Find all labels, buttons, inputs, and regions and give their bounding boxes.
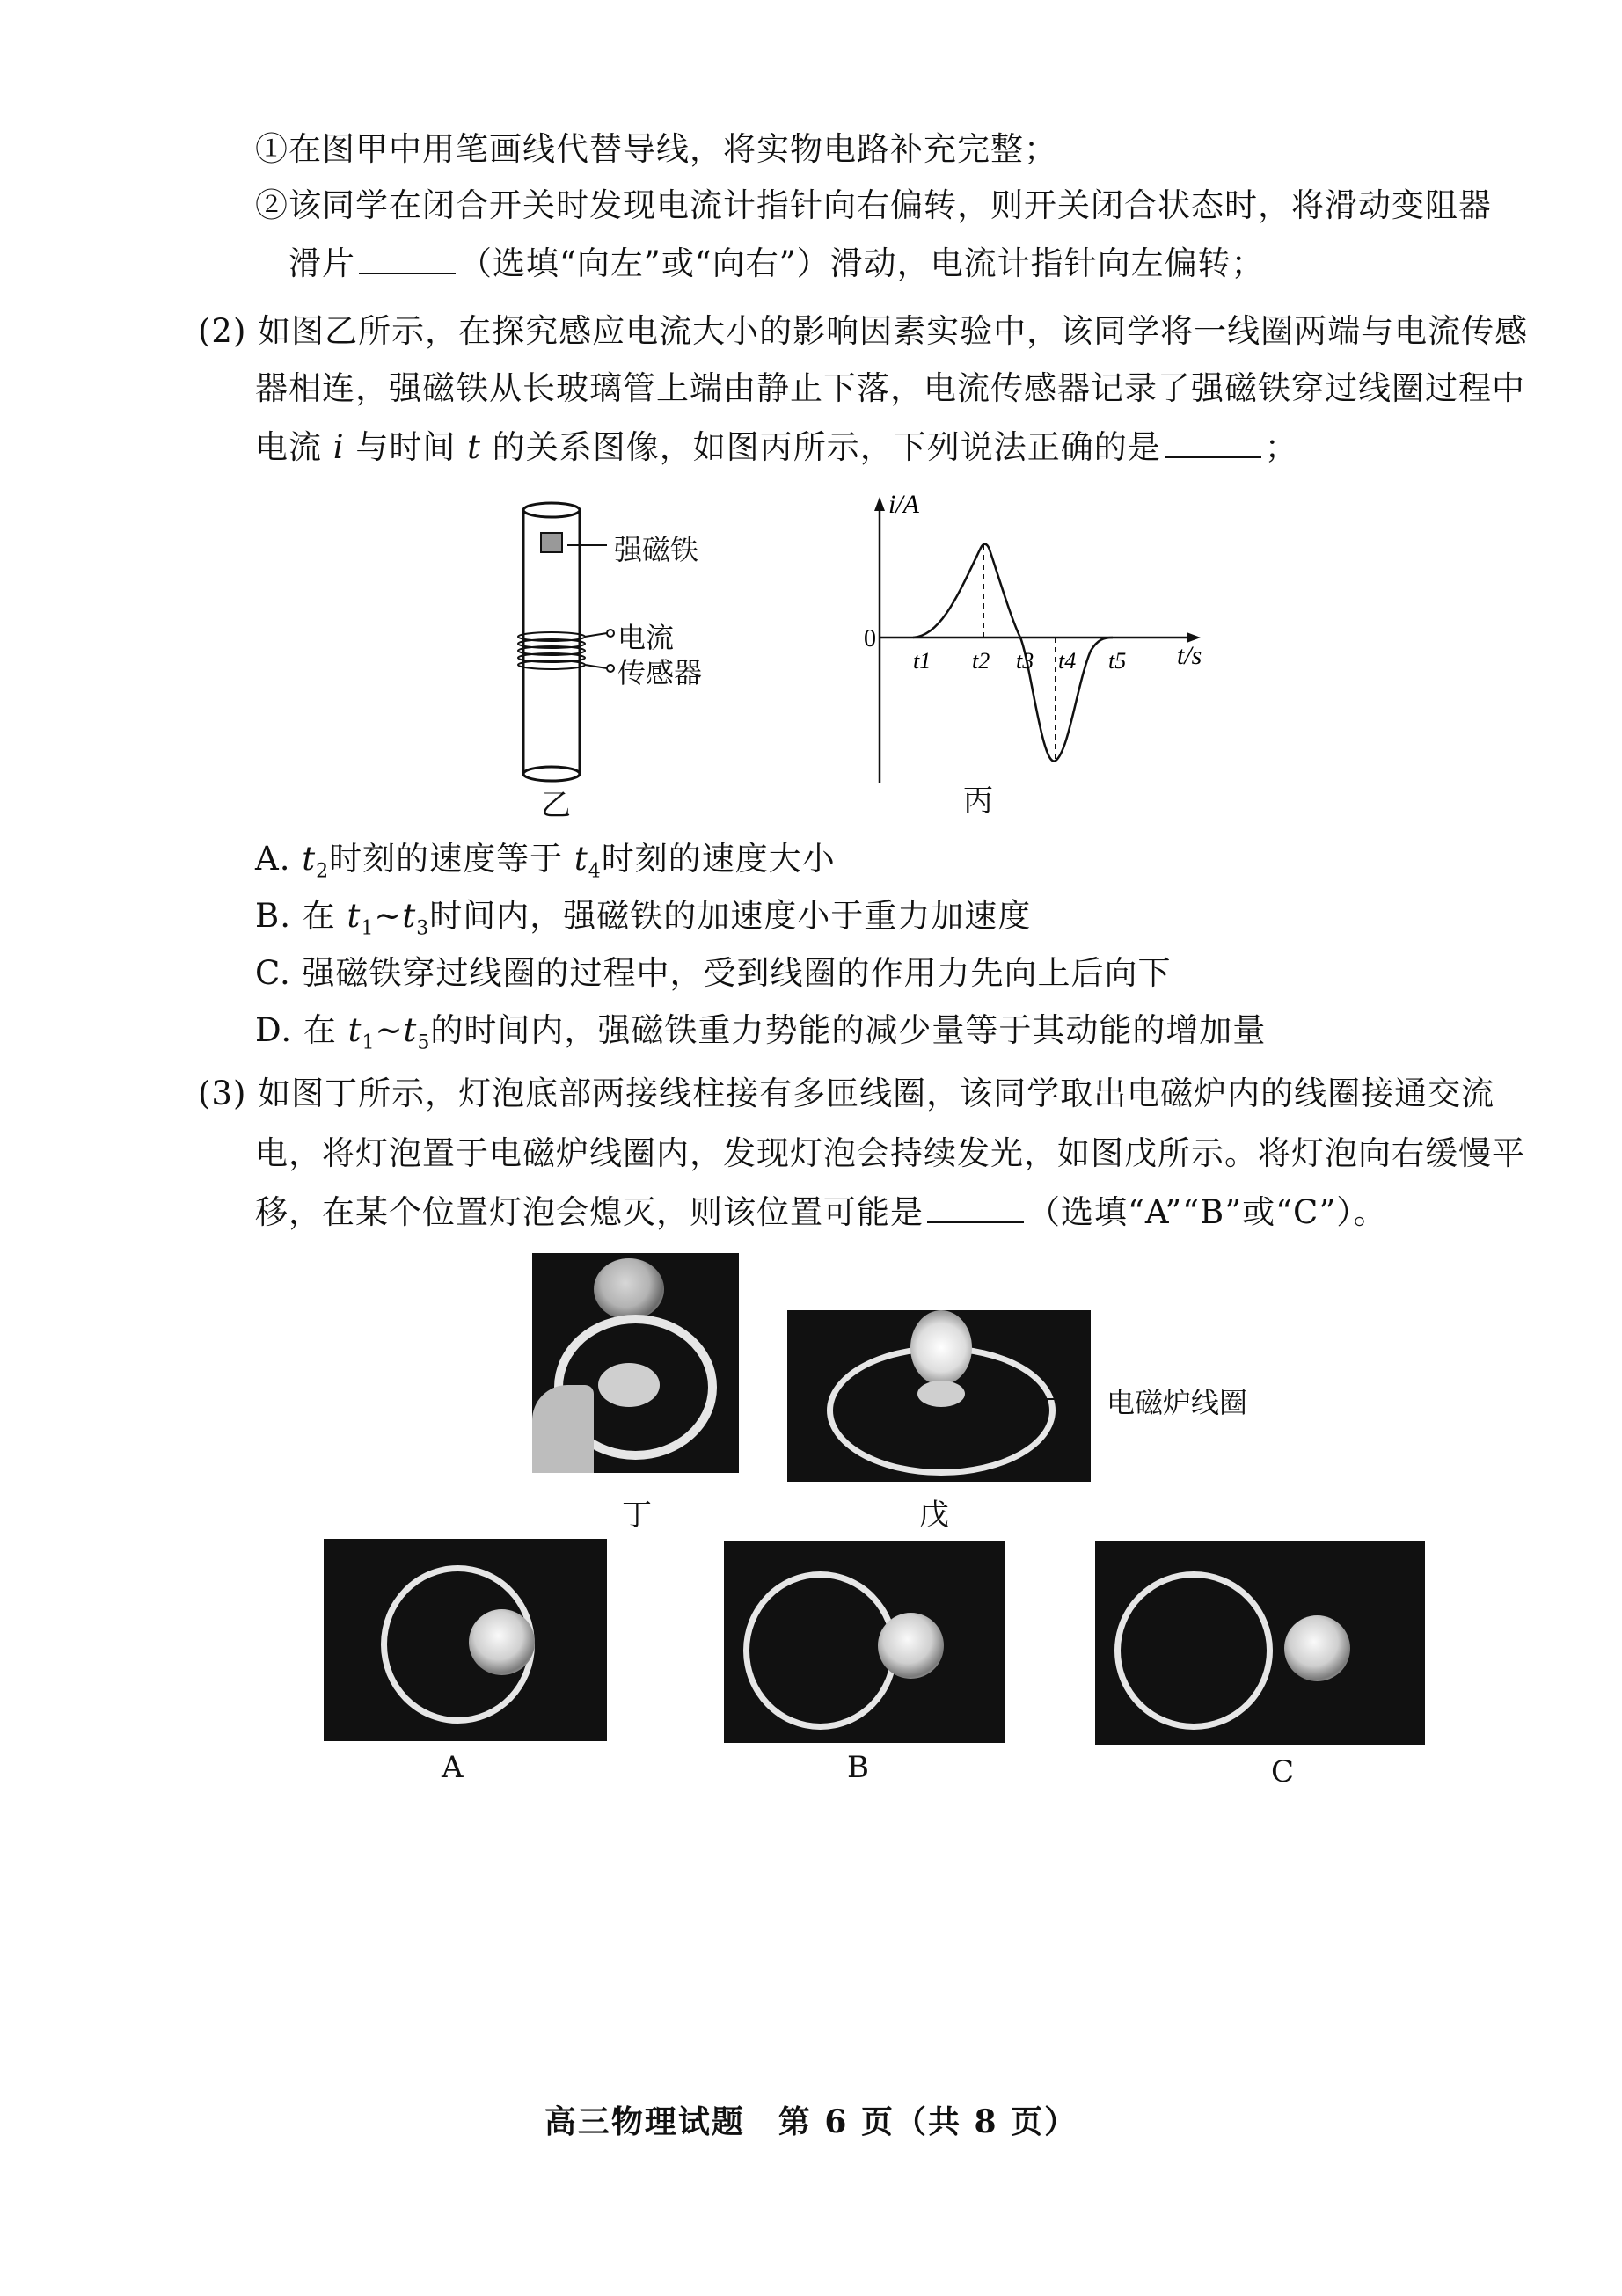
option-d[interactable] bbox=[255, 1011, 1266, 1062]
q1-item2-line1: ②该同学在闭合开关时发现电流计指针向右偏转，则开关闭合状态时，将滑动变阻器 bbox=[255, 186, 1492, 224]
tick-t4: t4 bbox=[1058, 648, 1077, 674]
q3-line3-b: （选填“A”“B”或“C”）。 bbox=[1027, 1193, 1387, 1231]
option-d-tilde: ~ bbox=[375, 1011, 404, 1049]
answer-blank-2[interactable] bbox=[1165, 430, 1261, 458]
current-time-graph bbox=[844, 488, 1240, 822]
option-b-tilde: ~ bbox=[374, 897, 403, 935]
q3-line1: (3) 如图丁所示，灯泡底部两接线柱接有多匝线圈，该同学取出电磁炉内的线圈接通交流 bbox=[198, 1075, 1495, 1112]
option-d-t1: t bbox=[347, 1011, 362, 1049]
page-footer: 高三物理试题 第 6 页（共 8 页） bbox=[544, 2103, 1078, 2140]
q1-item2-line2 bbox=[289, 244, 1265, 283]
coil-lead-2 bbox=[585, 665, 607, 668]
coil-ring bbox=[1114, 1571, 1273, 1730]
q3-line2: 电，将灯泡置于电磁炉线圈内，发现灯泡会持续发光，如图戊所示。将灯泡向右缓慢平 bbox=[255, 1134, 1525, 1172]
option-a-text-3: 时刻的速度大小 bbox=[601, 840, 836, 878]
bulb-base bbox=[598, 1363, 660, 1407]
bulb-image bbox=[1284, 1615, 1350, 1681]
option-b-sub3: 3 bbox=[416, 917, 430, 940]
option-d-sub1: 1 bbox=[362, 1031, 376, 1054]
coil bbox=[518, 632, 585, 669]
option-d-text-1: D. 在 bbox=[255, 1011, 348, 1049]
tube-top bbox=[523, 503, 580, 517]
photo-b-caption: B bbox=[847, 1750, 869, 1785]
var-i: i bbox=[332, 428, 345, 466]
option-b-sub1: 1 bbox=[361, 917, 375, 940]
q2-line3-d: ； bbox=[1264, 428, 1298, 466]
glowing-bulb bbox=[910, 1310, 972, 1385]
answer-blank-3[interactable] bbox=[927, 1195, 1024, 1223]
answer-blank-1[interactable] bbox=[359, 246, 456, 274]
sensor-label-2: 传感器 bbox=[617, 656, 703, 689]
q2-line3-b: 与时间 bbox=[344, 428, 468, 466]
bulb-image bbox=[878, 1613, 944, 1679]
option-d-sub5: 5 bbox=[417, 1031, 431, 1054]
coil-lead-1 bbox=[585, 633, 607, 637]
option-b-text-1: B. 在 bbox=[255, 897, 347, 935]
terminal-1 bbox=[607, 630, 614, 637]
tube-bottom bbox=[523, 767, 580, 781]
photo-ding bbox=[532, 1253, 739, 1473]
tick-t5: t5 bbox=[1108, 648, 1127, 674]
photo-c bbox=[1095, 1541, 1425, 1745]
terminal-2 bbox=[607, 665, 614, 672]
option-b-text-2: 时间内，强磁铁的加速度小于重力加速度 bbox=[429, 897, 1032, 935]
q1-item2-text-a: 滑片 bbox=[289, 244, 355, 282]
origin-label: 0 bbox=[864, 625, 876, 652]
tick-t2: t2 bbox=[972, 648, 990, 674]
option-d-t5: t bbox=[403, 1011, 418, 1049]
q2-line2: 器相连，强磁铁从长玻璃管上端由静止下落，电流传感器记录了强磁铁穿过线圈过程中 bbox=[255, 369, 1525, 407]
option-b-t3: t bbox=[402, 897, 417, 935]
option-c[interactable]: C. 强磁铁穿过线圈的过程中，受到线圈的作用力先向上后向下 bbox=[255, 954, 1172, 992]
photo-b bbox=[724, 1541, 1005, 1743]
photo-wu-caption: 戊 bbox=[919, 1498, 949, 1533]
q2-line1: (2) 如图乙所示，在探究感应电流大小的影响因素实验中，该同学将一线圈两端与电流传感 bbox=[198, 312, 1529, 350]
magnet bbox=[541, 533, 562, 552]
bulb-image bbox=[469, 1609, 535, 1675]
current-curve bbox=[913, 544, 1113, 762]
q1-item1: ①在图甲中用笔画线代替导线，将实物电路补充完整； bbox=[255, 130, 1057, 168]
option-a[interactable] bbox=[255, 840, 836, 891]
magnet-label: 强磁铁 bbox=[614, 533, 699, 566]
hand bbox=[532, 1385, 594, 1473]
figure-bing-caption: 丙 bbox=[963, 784, 993, 819]
option-a-sub2: 2 bbox=[316, 860, 330, 883]
tick-t3: t3 bbox=[1016, 648, 1034, 674]
q2-line3 bbox=[255, 428, 1298, 467]
option-a-t2: t bbox=[302, 840, 317, 878]
photo-a-caption: A bbox=[442, 1750, 464, 1785]
q2-line3-a: 电流 bbox=[255, 428, 333, 466]
y-axis-label: i/A bbox=[888, 490, 919, 519]
q2-line3-c: 的关系图像，如图丙所示，下列说法正确的是 bbox=[481, 428, 1161, 466]
option-a-text-2: 时刻的速度等于 bbox=[329, 840, 574, 878]
figure-bing bbox=[844, 488, 1240, 822]
y-axis-arrow bbox=[874, 497, 885, 511]
photo-c-caption: C bbox=[1271, 1754, 1295, 1789]
photo-ding-caption: 丁 bbox=[622, 1498, 652, 1533]
tick-t1: t1 bbox=[913, 648, 932, 674]
q3-line3 bbox=[255, 1193, 1387, 1232]
figure-yi-caption: 乙 bbox=[541, 788, 571, 823]
option-b-t1: t bbox=[347, 897, 362, 935]
option-a-text-1: A. bbox=[255, 840, 303, 878]
option-a-t4: t bbox=[574, 840, 588, 878]
photo-a bbox=[324, 1539, 607, 1741]
option-d-text-2: 的时间内，强磁铁重力势能的减少量等于其动能的增加量 bbox=[430, 1011, 1267, 1049]
coil-ring bbox=[743, 1571, 897, 1730]
option-a-sub4: 4 bbox=[588, 860, 602, 883]
sensor-label-1: 电流 bbox=[617, 621, 675, 654]
var-t: t bbox=[467, 428, 482, 466]
coil-leader-line bbox=[1038, 1398, 1091, 1400]
q1-item2-text-b: （选填“向左”或“向右”）滑动，电流计指针向左偏转； bbox=[459, 244, 1265, 282]
q3-line3-a: 移，在某个位置灯泡会熄灭，则该位置可能是 bbox=[255, 1193, 924, 1231]
figure-yi bbox=[475, 492, 774, 823]
bulb-base bbox=[917, 1381, 965, 1407]
coil-label: 电磁炉线圈 bbox=[1107, 1386, 1248, 1419]
option-b[interactable] bbox=[255, 897, 1031, 948]
bulb-image bbox=[594, 1258, 664, 1320]
photo-wu bbox=[787, 1310, 1091, 1482]
x-axis-label: t/s bbox=[1177, 641, 1202, 670]
